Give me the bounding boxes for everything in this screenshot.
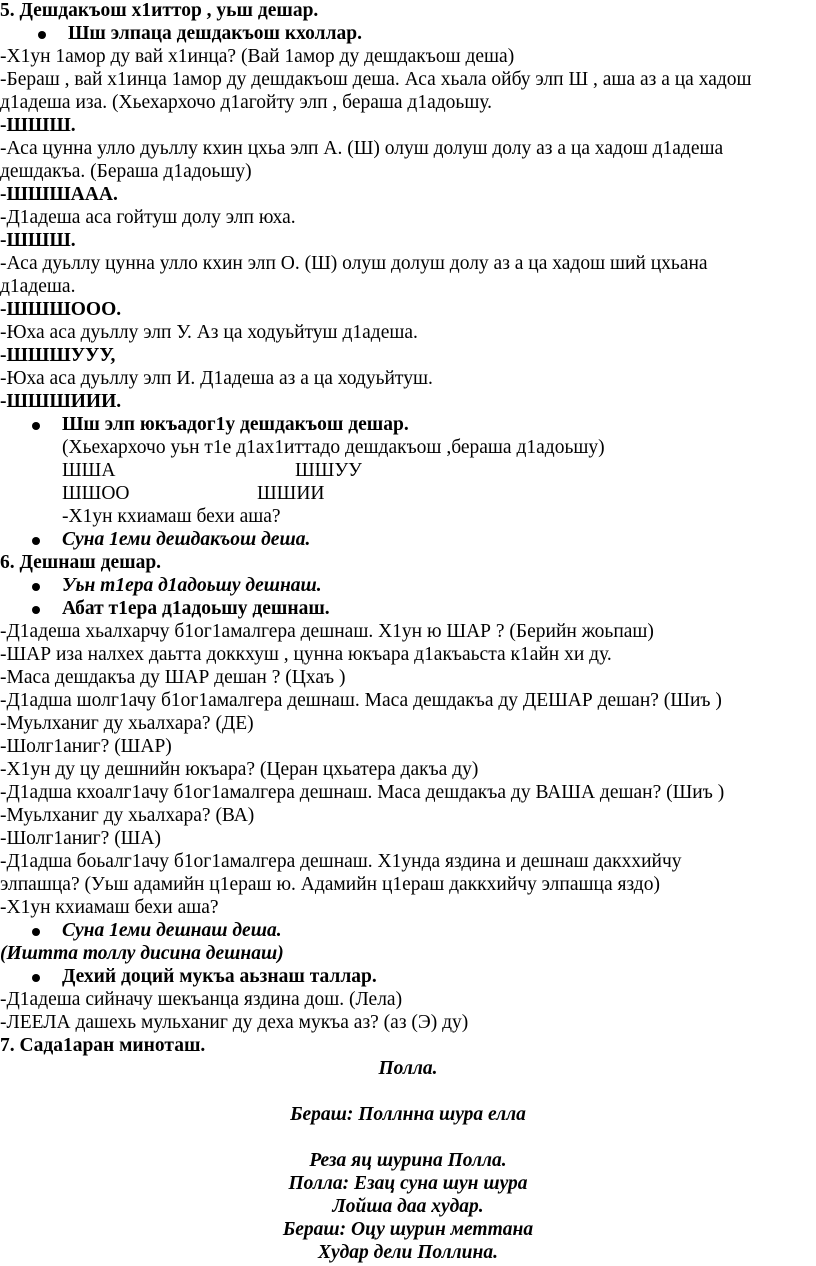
- text-line: -Муьлханиг ду хьалхара? (ВА): [0, 805, 255, 826]
- bullet-icon: [32, 583, 40, 591]
- text-line: -Шолг1аниг? (ША): [0, 828, 161, 849]
- text-line: -ЛЕЕЛА дашехь мульханиг ду деха мукъа аз? (аз (Э) ду): [0, 1012, 469, 1033]
- bullet-icon: [32, 606, 40, 614]
- section-6-heading: 6. Дешнаш дешар.: [0, 552, 162, 573]
- text-line-italic: (Иштта толлу дисина дешнаш): [0, 943, 284, 964]
- poem-line: Бераш: Оцу шурин меттана: [282, 1219, 534, 1240]
- section-5-bullet-3: Суна 1еми дешдакъош деша.: [62, 529, 311, 550]
- bullet-icon: [32, 928, 40, 936]
- text-line: -Д1адеша хьалхарчу б1ог1амалгера дешнаш. Х1ун ю ШАР ? (Берийн жоьпаш): [0, 621, 654, 642]
- text-line: -Юха аса дуьллу элп И. Д1адеша аз а ца ходуьйтуш.: [0, 368, 433, 389]
- poem-line: Худар дели Поллина.: [318, 1242, 498, 1263]
- text-line: (Хьехархочо уьн т1е д1ах1иттадо дешдакъош ,бераша д1адоьшу): [62, 437, 605, 458]
- poem-line: Реза яц шурина Полла.: [309, 1150, 507, 1171]
- text-line: -Д1адша шолг1ачу б1ог1амалгера дешнаш. Маса дешдакъа ду ДЕШАР дешан? (Шиъ ): [0, 690, 722, 711]
- bullet-icon: [32, 422, 40, 430]
- section-6-bullet-3: Суна 1еми дешнаш деша.: [62, 920, 282, 941]
- text-line: -Д1адеша сийначу шекъанца яздина дош. (Лела): [0, 989, 403, 1010]
- section-6-bullet-1: Уьн т1ера д1адоьшу дешнаш.: [62, 575, 322, 596]
- text-line: -Бераш , вай х1инца 1амор ду дешдакъош деша. Аса хьала ойбу элп Ш , аша аз а ца хадош: [0, 69, 752, 90]
- text-line: -Маса дешдакъа ду ШАР дешан ? (Цхаъ ): [0, 667, 346, 688]
- text-line: -Д1адша боьалг1ачу б1ог1амалгера дешнаш. Х1унда яздина и дешнаш дакххийчу: [0, 851, 682, 872]
- section-5-bullet-1: Шш элпаца дешдакъош кхоллар.: [68, 23, 362, 44]
- text-line: -Х1ун кхиамаш бехи аша?: [62, 506, 281, 527]
- text-line: -Муьлханиг ду хьалхара? (ДЕ): [0, 713, 254, 734]
- section-6-bullet-4: Дехий доций мукъа аьзнаш таллар.: [62, 966, 377, 987]
- poem-title: Полла.: [378, 1058, 438, 1079]
- text-line: -Юха аса дуьллу элп У. Аз ца ходуьйтуш д1адеша.: [0, 322, 418, 343]
- text-line: -Х1ун кхиамаш бехи аша?: [0, 897, 219, 918]
- section-5-bullet-2: Шш элп юкъадог1у дешдакъош дешар.: [62, 414, 409, 435]
- text-line: -Д1адша кхоалг1ачу б1ог1амалгера дешнаш. Маса дешдакъа ду ВАША дешан? (Шиъ ): [0, 782, 725, 803]
- text-line: д1адеша иза. (Хьехархочо д1агойту элп , бераша д1адоьшу.: [0, 92, 493, 113]
- text-line-bold: -ШШШУУУ,: [0, 345, 116, 366]
- text-line: элпашца? (Уьш адамийн ц1ераш ю. Адамийн ц1ераш даккхийчу элпашца яздо): [0, 874, 660, 895]
- poem-line: Полла: Езац суна шун шура: [288, 1173, 528, 1194]
- section-5-heading: 5. Дешдакъош х1иттор , уьш дешар.: [0, 0, 319, 21]
- section-6-bullet-2: Абат т1ера д1адоьшу дешнаш.: [62, 598, 330, 619]
- text-line-bold: -ШШШ.: [0, 230, 76, 251]
- bullet-icon: [32, 537, 40, 545]
- text-line: д1адеша.: [0, 276, 76, 297]
- section-7-heading: 7. Сада1аран миноташ.: [0, 1035, 206, 1056]
- text-line: -Аса дуьллу цунна улло кхин элп О. (Ш) олуш долуш долу аз а ца хадош ший цхьана: [0, 253, 708, 274]
- text-line-bold: -ШШШААА.: [0, 184, 118, 205]
- poem-line: Лойша даа худар.: [332, 1196, 484, 1217]
- text-line-bold: -ШШШООО.: [0, 299, 122, 320]
- bullet-icon: [38, 31, 46, 39]
- text-line: -Аса цунна улло дуьллу кхин цхьа элп А. (Ш) олуш долуш долу аз а ца хадош д1адеша: [0, 138, 724, 159]
- syllable-sha: ШША: [62, 460, 116, 481]
- text-line: -Х1ун 1амор ду вай х1инца? (Вай 1амор ду дешдакъош деша): [0, 46, 515, 67]
- text-line: дешдакъа. (Бераша д1адоьшу): [0, 161, 252, 182]
- text-line-bold: -ШШШ.: [0, 115, 76, 136]
- text-line: -Д1адеша аса гойтуш долу элп юха.: [0, 207, 296, 228]
- bullet-icon: [32, 974, 40, 982]
- text-line-bold: -ШШШИИИ.: [0, 391, 122, 412]
- text-line: -ШАР иза налхех даьтта доккхуш , цунна юкъара д1акъаьста к1айн хи ду.: [0, 644, 612, 665]
- text-line: -Шолг1аниг? (ШАР): [0, 736, 172, 757]
- text-line: -Х1ун ду цу дешнийн юкъара? (Церан цхьатера дакъа ду): [0, 759, 479, 780]
- poem-line: Бераш: Поллнна шура елла: [290, 1104, 526, 1125]
- syllable-shu: ШШУУ: [295, 460, 362, 481]
- syllable-sho: ШШОО: [62, 483, 130, 504]
- syllable-shi: ШШИИ: [257, 483, 325, 504]
